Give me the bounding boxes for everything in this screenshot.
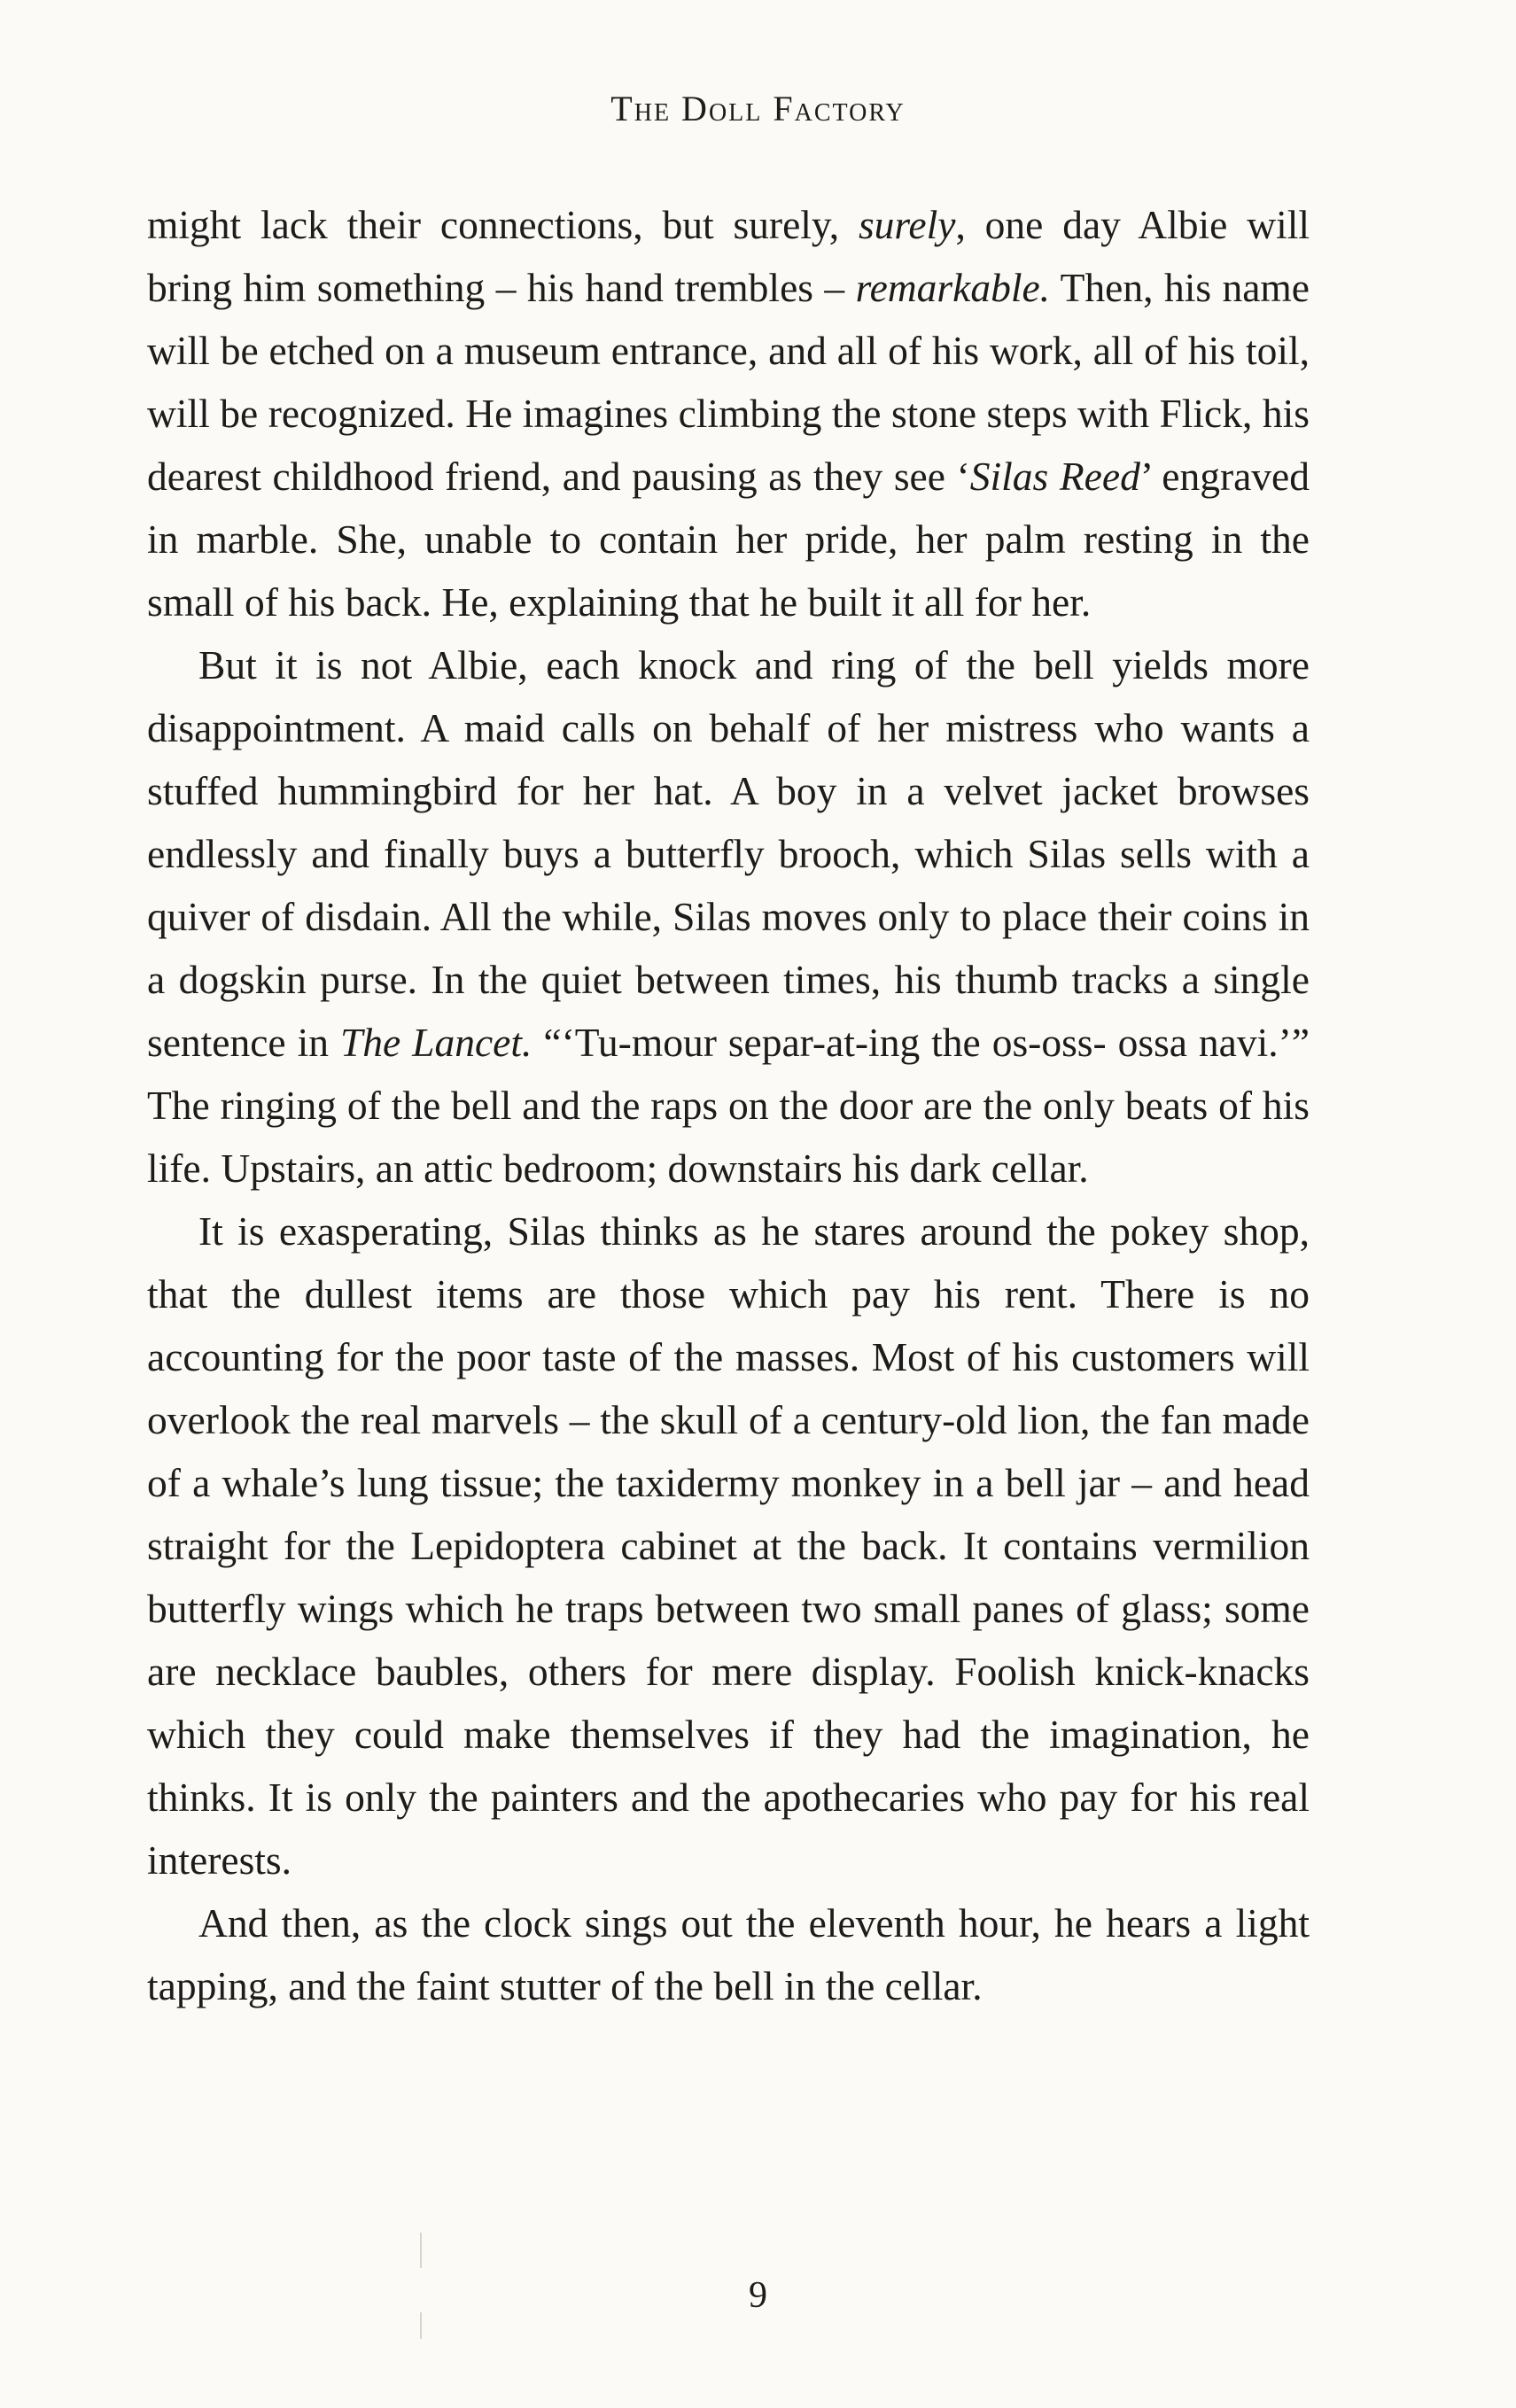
paragraph-1 [147,193,1310,633]
text-segment: “‘Tu-mour separ-at-ing the os-oss- ossa navi.’” The ringing of the bell and the raps on the door are the only beats of his life. Upstairs, an attic bedroom; downstairs his dark cellar. [147,1020,1310,1191]
text-segment: ’ engraved in marble. She, unable to contain her pride, her palm resting in the small of his back. He, explaining that he built it all for her. [147,454,1310,625]
text-segment-italic: surely [858,202,956,247]
running-head: The Doll Factory [610,89,906,128]
text-segment: It is exasperating, Silas thinks as he stares around the pokey shop, that the dullest items are those which pay his rent. There is no accounting for the poor taste of the masses. Most of his customers will overlook the real marvels – the skull of a century-old lion, the fan made of a whale’s lung tissue; the taxidermy monkey in a bell jar – and head straight for the Lepidoptera cabinet at the back. It contains vermilion butterfly wings which he traps between two small panes of glass; some are necklace baubles, others for mere display. Foolish knick-knacks which they could make themselves if they had the imagination, he thinks. It is only the painters and the apothecaries who pay for his real interests. [147,1208,1310,1883]
paragraph-4 [147,1891,1310,2017]
text-segment-italic: The Lancet. [339,1020,533,1065]
page-number: 9 [749,2275,767,2316]
text-segment: And then, as the clock sings out the eleventh hour, he hears a light tapping, and the faint stutter of the bell in the cellar. [147,1900,1310,2008]
paragraph-3 [147,1200,1310,1891]
paragraph-2 [147,633,1310,1200]
body-text [147,193,1310,2017]
text-segment: might lack their connections, but surely, [147,202,859,247]
text-segment: Then, his name will be etched on a museum entrance, and all of his work, all of his toil, will be recognized. He imagines climbing the stone steps with Flick, his dearest childhood friend, and pausing as they see ‘ [147,265,1310,499]
text-segment-italic: remarkable. [855,265,1051,310]
text-segment-italic: Silas Reed [969,454,1140,499]
text-segment: , one day Albie will bring him something – his hand trembles – [147,202,1310,310]
text-segment: But it is not Albie, each knock and ring of the bell yields more disappointment. A maid calls on behalf of her mistress who wants a stuffed hummingbird for her hat. A boy in a velvet jacket browses endlessly and finally buys a butterfly brooch, which Silas sells with a quiver of disdain. All the while, Silas moves only to place their coins in a dogskin purse. In the quiet between times, his thumb tracks a single sentence in [147,642,1310,1065]
scan-mark [420,2233,422,2268]
